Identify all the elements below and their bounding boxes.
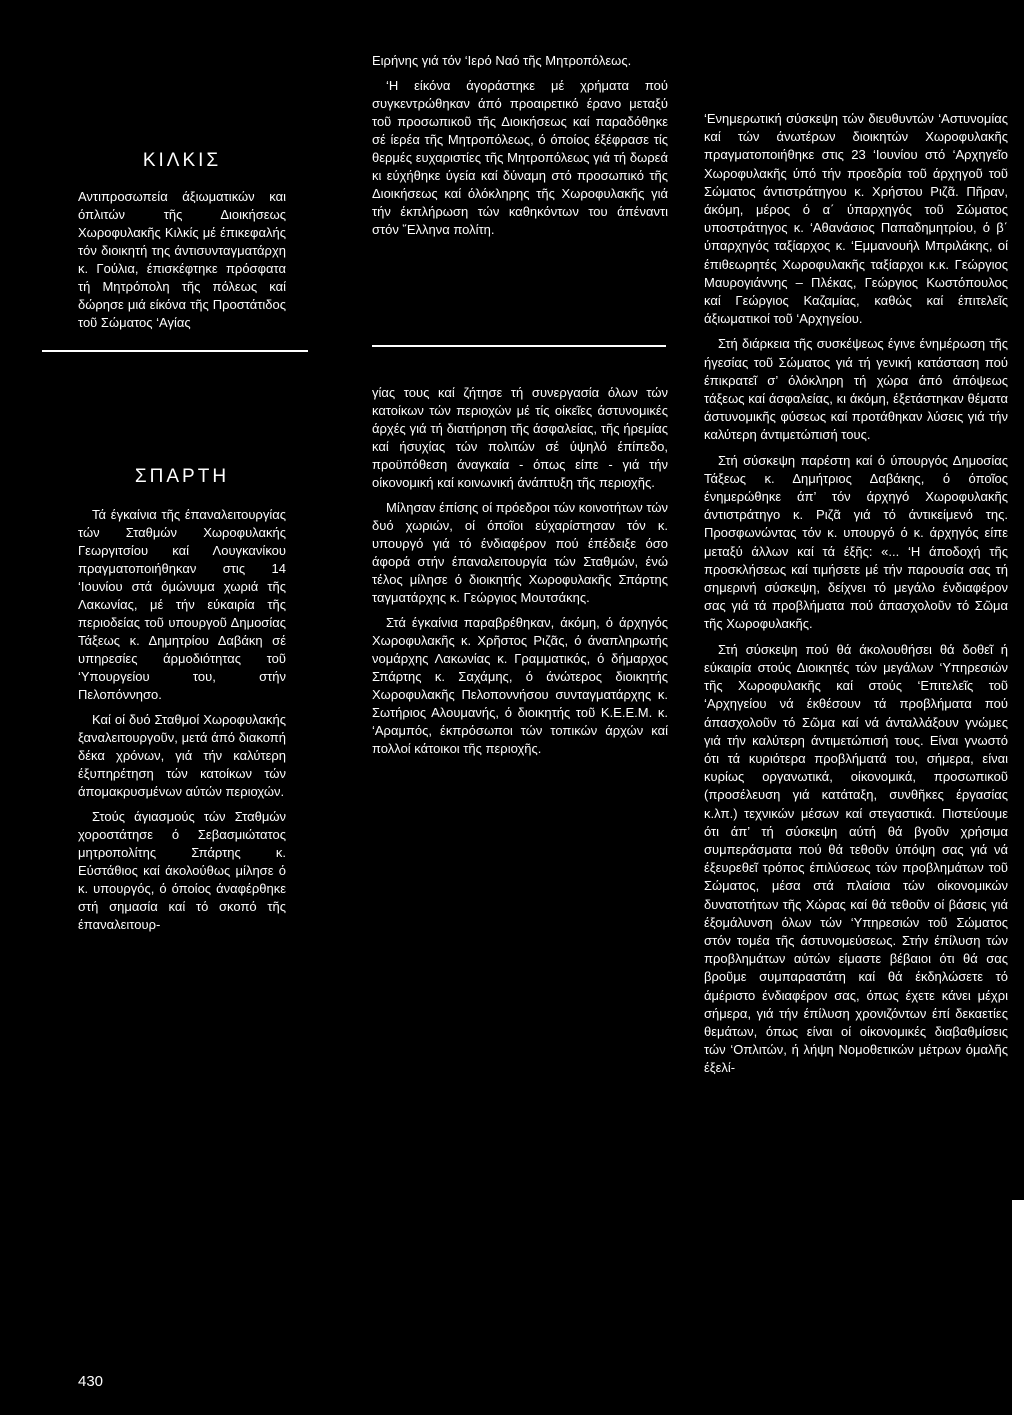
middle-bottom-paragraph: Μίλησαν έπίσης οί πρόεδροι τών κοινοτήτων τών δυό χωριών, οί όποῖοι εύχαρίστησαν τόν κ. υπουργό γιά τό ένδιαφέρον πού έπέδειξε όσο άφορά στήν έπαναλειτουργία τών Σταθμών, ένώ τέλος μίλησε ό διοικητής Χωροφυλακῆς Σπάρτης ταγματάρχης κ. Γεώργιος Μουτσάκης. xyxy=(372,500,668,605)
right-paragraph: Στή σύσκεψη παρέστη καί ό ύπουργός Δημοσίας Τάξεως κ. Δημήτριος Δαβάκης, ό όποῖος ένημερώθηκε άπ’ τόν άρχηγό Χωροφυλακῆς άντιστράτηγο κ. Ριζᾶ γιά τό άντικείμενό της. Προσφωνώντας τόν κ. υπουργό ό κ. άρχηγός είπε μεταξύ άλλων καί τά έξῆς: «... ‘Η άποδοχή τῆς προσκλήσεως καί τιμήσετε μέ τήν παρουσία σας τή σημερινή σύσκεψη, δείχνει τό μεγάλο ένδιαφέρον σας γιά τά προβλήματα πού άπασχολοῦν τό Σῶμα τῆς Χωροφυλακῆς. xyxy=(704,452,1008,632)
sparti-paragraph: Στούς άγιασμούς τών Σταθμών χοροστάτησε ό Σεβασμιώτατος μητροπολίτης Σπάρτης κ. Εύστάθιος καί άκολούθως μίλησε ό κ. υπουργός, ό όποίος άναφέρθηκε στή σημασία καί τό σκοπό τῆς έπαναλειτουρ- xyxy=(78,809,286,932)
sparti-paragraph: Καί οί δυό Σταθμοί Χωροφυλακής ξαναλειτουργοῦν, μετά άπό διακοπή δέκα χρόνων, γιά τήν καλύτερη έξυπηρέτηση τών κατοίκων τών άπομακρυσμένων αύτών περιοχών. xyxy=(78,712,286,799)
middle-divider-rule xyxy=(372,345,666,347)
right-paragraph: ‘Ενημερωτική σύσκεψη τών διευθυντών ‘Αστυνομίας καί τών άνωτέρων διοικητών Χωροφυλακῆς πραγματοποιήθηκε στις 23 ‘Ιουνίου στό ‘Αρχηγεῖο Χωροφυλακῆς ύπό τήν προεδρία τοῦ άρχηγοῦ τοῦ Σώματος άντιστράτηγου κ. Χρήστου Ριζᾶ. Πῆραν, άκόμη, μέρος ό α΄ ύπαρχηγός τοῦ Σώματος υποστράτηγος κ. ‘Αθανάσιος Παπαδημητρίου, ό β΄ ύπαρχηγός ταξίαρχος κ. ‘Εμμανουήλ Μπριλάκης, οί έπιθεωρητές Χωροφυλακῆς ταξίαρχοι κ.κ. Γεώργιος Μαυρογιάννης – Πλέκας, Γεώργιος Κωστόπουλος καί Γεώργιος Καζαμίας, καθώς καί έπιτελεῖς άξιωματικοί τοῦ ‘Αρχηγείου. xyxy=(704,111,1008,327)
page-number: 430 xyxy=(78,1373,104,1390)
sparti-article xyxy=(78,468,286,941)
briefing-article xyxy=(704,110,1008,1085)
right-paragraph: Στή διάρκεια τῆς συσκέψεως έγινε ένημέρωση τῆς ήγεσίας τοῦ Σώματος γιά τή γενική κατάσταση πού έπικρατεῖ σ’ όλόκληρη τή χώρα άπό άπόψεως τάξεως καί άσφαλείας, κι άκόμη, έξετάστηκαν θέματα άστυνομικῆς φύσεως καί προτάθηκαν λύσεις γιά τήν καλύτερη άντιμετώπισή τους. xyxy=(704,336,1008,443)
middle-bottom-paragraph: γίας τους καί ζήτησε τή συνεργασία όλων τών κατοίκων τών περιοχών μέ τίς οίκεῖες άστυνομικές άρχές γιά τή διατήρηση τῆς άσφαλείας, τῆς ήρεμίας καί ήσυχίας τών πολιτών σέ ύψηλό έπίπεδο, προϋπόθεση άναγκαία - όπως είπε - γιά τήν οίκονομική καί κοινωνική άνάπτυξη τῆς περιοχῆς. xyxy=(372,385,668,490)
left-divider-rule xyxy=(42,350,308,352)
sparti-heading: ΣΠΑΡΤΗ xyxy=(134,466,230,487)
kilkis-continuation xyxy=(372,52,668,246)
middle-top-paragraph: ‘Η είκόνα άγοράστηκε μέ χρήματα πού συγκεντρώθηκαν άπό προαιρετικό έρανο μεταξύ τοῦ προσωπικοῦ τῆς Διοικήσεως καί παραδόθηκε σέ ίερέα τῆς Μητροπόλεως, ό όποίος έξέφρασε τίς θερμές ευχαριστίες τῆς Μητροπόλεως γιά τή δωρεά κι εύχήθηκε ύγεία καί δύναμη στό προσωπικό τῆς Διοικήσεως καί όλόκληρης τῆς Χωροφυλακῆς γιά τήν έκπλήρωση τών καθηκόντων του άπέναντι στόν ῞Ελληνα πολίτη. xyxy=(372,78,668,237)
middle-bottom-paragraph: Στά έγκαίνια παραβρέθηκαν, άκόμη, ό άρχηγός Χωροφυλακῆς κ. Χρῆστος Ριζᾶς, ό άναπληρωτής νομάρχης Λακωνίας κ. Γραμματικός, ό δήμαρχος Σπάρτης κ. Σαχάμης, ό άνώτερος διοικητής Χωροφυλακῆς Πελοποννήσου συνταγματάρχης κ. Σωτήριος Αλουμανής, ό διοικητής τοῦ Κ.Ε.Ε.Μ. κ. ‘Αραμπός, έκπρόσωποι τών τοπικών άρχών καί πολλοί κάτοικοι τῆς περιοχῆς. xyxy=(372,615,668,756)
kilkis-article xyxy=(78,152,286,339)
right-paragraph: Στή σύσκεψη πού θά άκολουθήσει θά δοθεῖ ή εύκαιρία στούς Διοικητές τών μεγάλων ‘Υπηρεσιών τῆς Χωροφυλακῆς καί στούς ‘Επιτελεῖς τοῦ ‘Αρχηγείου νά έκθέσουν τά προβλήματα πού άπασχολοῦν τό Σῶμα καί νά άνταλλάξουν γνώμες γιά τήν καλύτερη άντιμετώπισή τους. Είναι γνωστό ότι τά κυριότερα προβλήματά του, σήμερα, είναι κυρίως οργανωτικά, οίκονομικά, προσωπικοῦ (προσέλευση γιά κατάταξη, συνθῆκες έργασίας κ.λπ.) τεχνικών μέσων καί στεγαστικά. Πιστεύουμε ότι άπ’ τή σύσκεψη αύτή θά βγοῦν χρήσιμα συμπεράσματα πού θά τεθοῦν ύπόψη σας γιά νά έξευρεθεῖ τρόπος έπιλύσεως τών προβλημάτων τοῦ Σώματος, μέσα στά πλαίσια τών οίκονομικών δυνατοτήτων τῆς Χώρας καί θά τεθοῦν οί βάσεις γιά έξομάλυνση όλων τών ‘Υπηρεσιών τοῦ Σώματος στόν τομέα τῆς άστυνομεύσεως. Στήν έπίλυση τών προβλημάτων αύτών είμαστε βέβαιοι ότι θά σας βροῦμε συμπαραστάτη καί θά έκδηλώσετε τό άμέριστο ένδιαφέρον σας, όπως έχετε κάνει μέχρι σήμερα, γιά τήν έπίλυση χρονιζόντων έπί δεκαετίες θεμάτων, όπως είναι οί οίκονομικές διαβαθμίσεις τών ‘Οπλιτών, ή λήψη Νομοθετικών μέτρων όμαλῆς έξελί- xyxy=(704,641,1008,1076)
kilkis-text: Αντιπροσωπεία άξιωματικών και όπλιτών τῆς Διοικήσεως Χωροφυλακῆς Κιλκίς μέ έπικεφαλής τόν διοικητή της άντισυνταγματάρχη κ. Γούλια, έπισκέφτηκε πρόσφατα τή Μητρόπολη τῆς πόλεως καί δώρησε μιά είκόνα τῆς Προστάτιδος τοῦ Σώματος ‘Αγίας xyxy=(78,189,286,330)
sparti-paragraph: Τά έγκαίνια τῆς έπαναλειτουργίας τών Σταθμών Χωροφυλακής Γεωργιτσίου καί Λουγκανίκου πραγματοποιήθηκαν στις 14 ‘Ιουνίου στά όμώνυμα χωριά τῆς Λακωνίας, μέ τήν εύκαιρία τῆς περιοδείας τοῦ υπουργοῦ Δημοσίας Τάξεως κ. Δημητρίου Δαβάκη σέ υπηρεσίες άρμοδιότητας τοῦ ‘Υπουργείου του, στήν Πελοπόννησο. xyxy=(78,507,286,702)
middle-top-paragraph: Ειρήνης γιά τόν ‘Ιερό Ναό τῆς Μητροπόλεως. xyxy=(372,53,632,68)
kilkis-heading: ΚΙΛΚΙΣ xyxy=(142,150,222,171)
sparti-continuation xyxy=(372,384,668,765)
scan-edge-strip xyxy=(1012,1200,1024,1415)
